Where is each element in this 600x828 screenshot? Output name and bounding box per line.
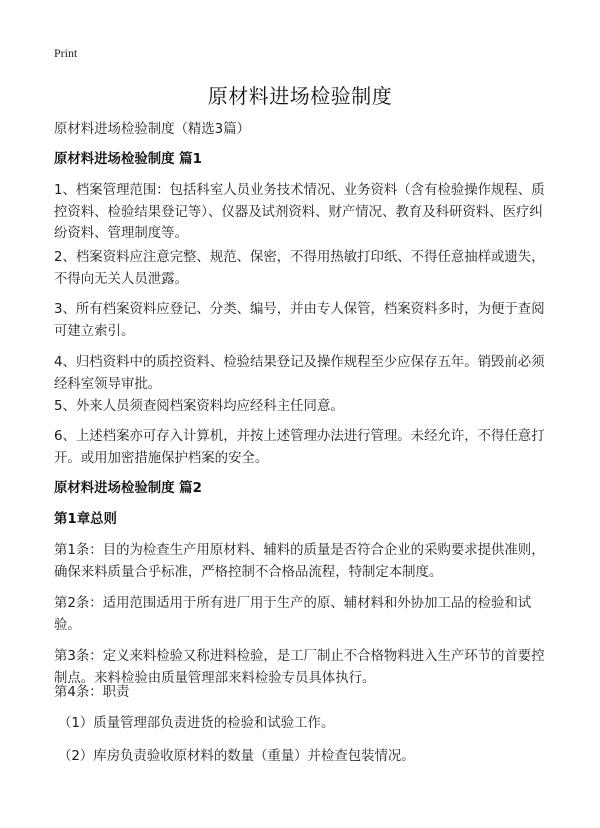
section1-paragraph-2: 2、档案资料应注意完整、规范、保密，不得用热敏打印纸、不得任意抽样或遗失，不得向无关人员泄露。 xyxy=(54,250,545,287)
article-4: 第4条：职责 xyxy=(54,685,130,700)
document-subtitle: 原材料进场检验制度（精选3篇） xyxy=(54,122,250,137)
section1-heading: 原材料进场检验制度 篇1 xyxy=(54,152,202,167)
duty-item-2: （2）库房负责验收原材料的数量（重量）并检查包装情况。 xyxy=(58,749,415,764)
article-2: 第2条：适用范围适用于所有进厂用于生产的原、辅材料和外协加工品的检验和试验。 xyxy=(54,596,532,633)
article-1: 第1条：目的为检查生产用原材料、辅料的质量是否符合企业的采购要求提供准则，确保来料质量合乎标准，严格控制不合格品流程，特制定本制度。 xyxy=(54,543,545,580)
section2-heading: 原材料进场检验制度 篇2 xyxy=(54,481,202,496)
duty-item-1: （1）质量管理部负责进货的检验和试验工作。 xyxy=(58,716,335,731)
article-3: 第3条：定义来料检验又称进料检验，是工厂制止不合格物料进入生产环节的首要控制点。来料检验由质量管理部来料检验专员具体执行。 xyxy=(54,649,545,686)
document-title: 原材料进场检验制度 xyxy=(207,84,393,108)
section1-paragraph-3: 3、所有档案资料应登记、分类、编号，并由专人保管，档案资料多时，为便于查阅可建立索引。 xyxy=(54,302,545,339)
chapter-heading: 第1章总则 xyxy=(54,512,117,527)
print-label: Print xyxy=(54,46,78,60)
section1-paragraph-1: 1、档案管理范围：包括科室人员业务技术情况、业务资料（含有检验操作规程、质控资料、检验结果登记等）、仪器及试剂资料、财产情况、教育及科研资料、医疗纠纷资料、管理制度等。 xyxy=(54,183,545,241)
section1-paragraph-5: 5、外来人员须查阅档案资料均应经科主任同意。 xyxy=(54,399,344,414)
section1-paragraph-6: 6、上述档案亦可存入计算机，并按上述管理办法进行管理。未经允许，不得任意打开。或用加密措施保护档案的安全。 xyxy=(54,429,545,466)
section1-paragraph-4: 4、归档资料中的质控资料、检验结果登记及操作规程至少应保存五年。销毁前必须经科室领导审批。 xyxy=(54,355,545,392)
